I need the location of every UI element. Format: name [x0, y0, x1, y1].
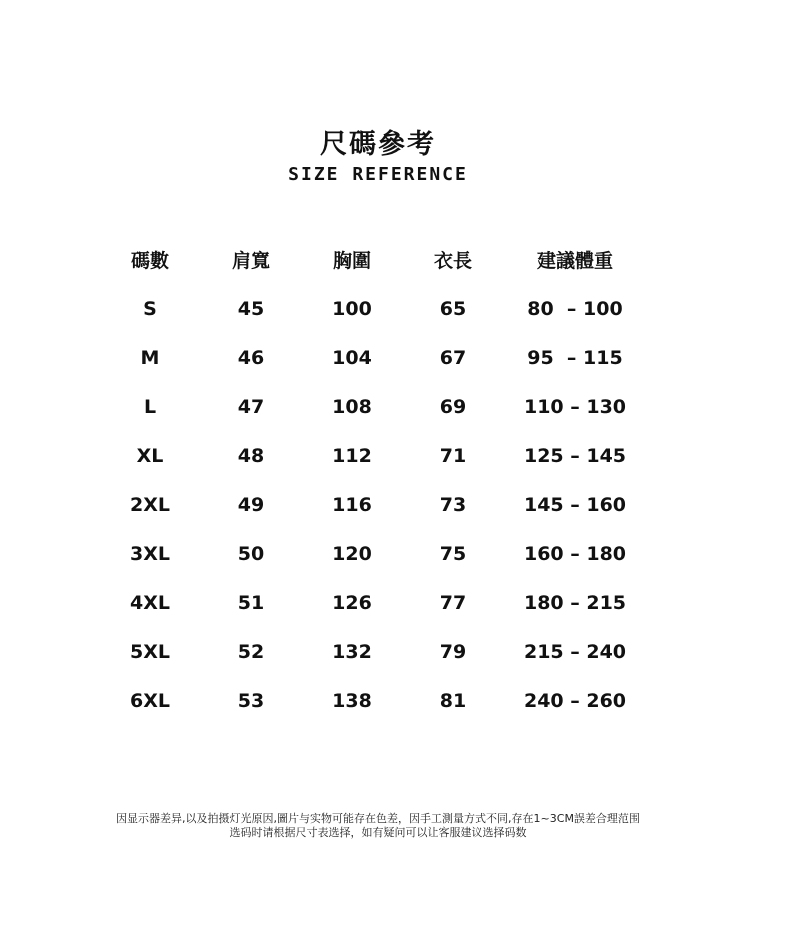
header-shoulder: 肩寬: [231, 250, 270, 272]
chest-cell: 132: [332, 641, 372, 663]
weight-cell: 110 – 130: [523, 396, 627, 418]
shoulder-cell: 45: [237, 298, 265, 320]
weight-cell: 145 – 160: [523, 494, 627, 516]
weight-cell: 125 – 145: [523, 445, 627, 467]
chest-cell: 138: [332, 690, 372, 712]
header-length: 衣長: [433, 250, 472, 272]
weight-cell: 160 – 180: [523, 543, 627, 565]
shoulder-cell: 51: [237, 592, 265, 614]
chest-cell: 120: [332, 543, 372, 565]
length-cell: 73: [439, 494, 467, 516]
weight-cell: 80 – 100: [527, 298, 623, 320]
size-cell: 5XL: [130, 641, 170, 663]
size-cell: M: [140, 347, 160, 369]
table-row: [0, 494, 790, 543]
size-cell: L: [143, 396, 157, 418]
header-chest: 胸圍: [332, 250, 371, 272]
table-row: [0, 690, 790, 739]
shoulder-cell: 47: [237, 396, 265, 418]
length-cell: 75: [439, 543, 467, 565]
length-cell: 65: [439, 298, 467, 320]
chest-cell: 126: [332, 592, 372, 614]
table-row: [0, 298, 790, 347]
page-subtitle: SIZE REFERENCE: [288, 164, 468, 185]
chest-cell: 108: [332, 396, 372, 418]
shoulder-cell: 49: [237, 494, 265, 516]
size-cell: 2XL: [130, 494, 170, 516]
size-cell: XL: [136, 445, 164, 467]
shoulder-cell: 46: [237, 347, 265, 369]
disclaimer-line-1: 因显示器差异,以及拍摄灯光原因,圖片与实物可能存在色差，因手工測量方式不同,存在1~3CM誤差合理范围: [116, 812, 640, 825]
length-cell: 77: [439, 592, 467, 614]
size-cell: 6XL: [130, 690, 170, 712]
table-row: [0, 641, 790, 690]
length-cell: 69: [439, 396, 467, 418]
table-row: [0, 543, 790, 592]
chest-cell: 100: [332, 298, 372, 320]
table-row: [0, 592, 790, 641]
weight-cell: 215 – 240: [523, 641, 627, 663]
weight-cell: 240 – 260: [523, 690, 627, 712]
weight-cell: 180 – 215: [523, 592, 627, 614]
length-cell: 71: [439, 445, 467, 467]
shoulder-cell: 48: [237, 445, 265, 467]
table-row: [0, 445, 790, 494]
size-cell: S: [143, 298, 157, 320]
shoulder-cell: 52: [237, 641, 265, 663]
weight-cell: 95 – 115: [527, 347, 623, 369]
size-cell: 3XL: [130, 543, 170, 565]
page-title: 尺碼參考: [320, 129, 436, 160]
disclaimer-line-2: 选码时请根据尺寸表选择，如有疑问可以让客服建议选择码数: [229, 826, 527, 839]
shoulder-cell: 50: [237, 543, 265, 565]
chest-cell: 112: [332, 445, 372, 467]
size-cell: 4XL: [130, 592, 170, 614]
header-size: 碼數: [130, 250, 169, 272]
size-table: [0, 246, 790, 739]
table-header-row: [0, 246, 790, 298]
shoulder-cell: 53: [237, 690, 265, 712]
length-cell: 79: [439, 641, 467, 663]
table-row: [0, 396, 790, 445]
chest-cell: 104: [332, 347, 372, 369]
chest-cell: 116: [332, 494, 372, 516]
length-cell: 67: [439, 347, 467, 369]
length-cell: 81: [439, 690, 467, 712]
table-row: [0, 347, 790, 396]
header-weight: 建議體重: [536, 250, 613, 272]
